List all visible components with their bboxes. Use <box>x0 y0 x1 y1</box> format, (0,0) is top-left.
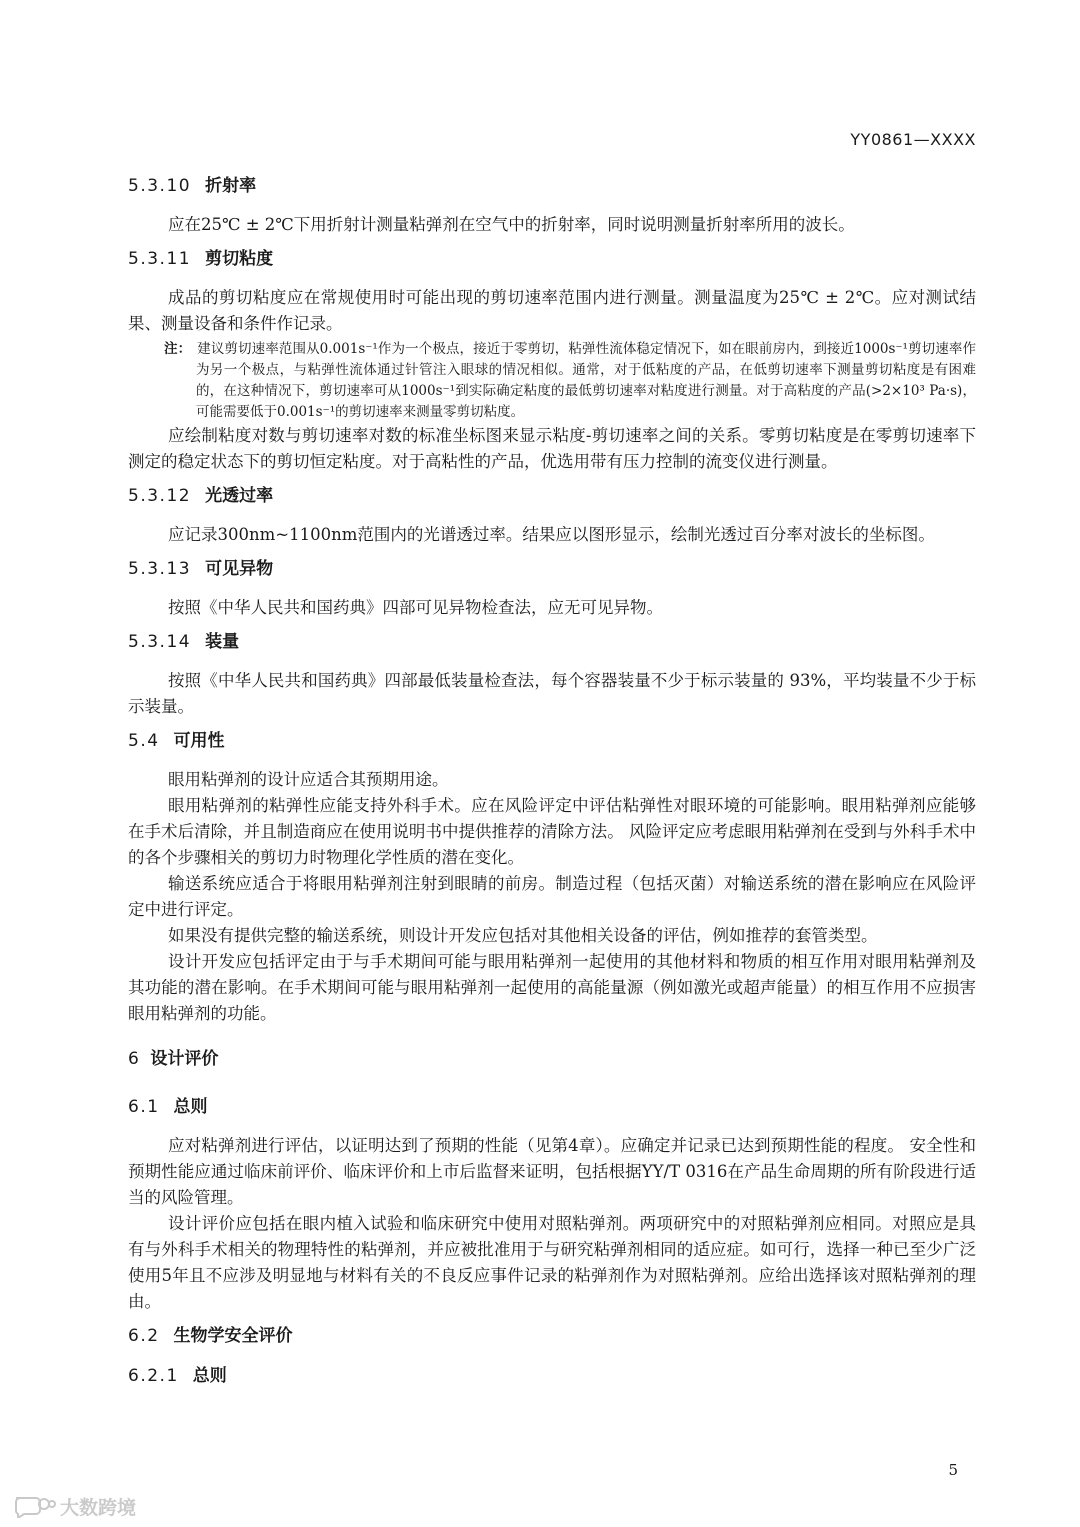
heading-number: 5.4 <box>128 731 160 751</box>
paragraph: 应绘制粘度对数与剪切速率对数的标准坐标图来显示粘度-剪切速率之间的关系。零剪切粘度是在零剪切速率下测定的稳定状态下的剪切恒定粘度。对于高粘性的产品，优选用带有压力控制的流变仪进行测量。 <box>128 426 976 471</box>
heading-6-2-1 <box>128 1364 976 1388</box>
heading-title: 总则 <box>192 1366 227 1386</box>
heading-title: 生物学安全评价 <box>173 1326 293 1346</box>
paragraph: 应记录300nm~1100nm范围内的光谱透过率。结果应以图形显示，绘制光透过百分率对波长的坐标图。 <box>168 525 935 544</box>
note-text: 建议剪切速率范围从0.001s⁻¹作为一个极点，接近于零剪切，粘弹性流体稳定情况下，如在眼前房内，到接近1000s⁻¹剪切速率作为另一个极点，与粘弹性流体通过针管注入眼球的情况相似。通常，对于低粘度的产品，在低剪切速率下测量剪切粘度是有困难的，在这种情况下，剪切速率可从1000s⁻¹到实际确定粘度的最低剪切速率对粘度进行测量。对于高粘度的产品(>2×10³ Pa·s)，可能需要低于0.001s⁻¹的剪切速率来测量零剪切粘度。 <box>196 341 977 420</box>
heading-5-3-13 <box>128 557 976 581</box>
heading-number: 6 <box>128 1049 141 1069</box>
note-label: 注： <box>164 341 192 357</box>
paragraph: 成品的剪切粘度应在常规使用时可能出现的剪切速率范围内进行测量。测量温度为25℃ ± 2℃。应对测试结果、测量设备和条件作记录。 <box>128 288 976 333</box>
paragraph: 设计评价应包括在眼内植入试验和临床研究中使用对照粘弹剂。两项研究中的对照粘弹剂应相同。对照应是具有与外科手术相关的物理特性的粘弹剂，并应被批准用于与研究粘弹剂相同的适应症。如可行，选择一种已至少广泛使用5年且不应涉及明显地与材料有关的不良反应事件记录的粘弹剂作为对照粘弹剂。应给出选择该对照粘弹剂的理由。 <box>128 1214 976 1311</box>
heading-5-4 <box>128 729 976 753</box>
heading-number: 5.3.10 <box>128 176 192 196</box>
heading-number: 5.3.12 <box>128 486 192 506</box>
heading-title: 折射率 <box>205 176 257 196</box>
paragraph: 输送系统应适合于将眼用粘弹剂注射到眼睛的前房。制造过程（包括灭菌）对输送系统的潜在影响应在风险评定中进行评定。 <box>128 874 976 919</box>
paragraph: 按照《中华人民共和国药典》四部可见异物检查法，应无可见异物。 <box>168 598 663 617</box>
heading-title: 光透过率 <box>205 486 274 506</box>
watermark-text: 大数跨境 <box>60 1496 137 1519</box>
heading-number: 6.2.1 <box>128 1366 179 1386</box>
chat-bubble-logo-icon <box>12 1494 56 1518</box>
paragraph: 设计开发应包括评定由于与手术期间可能与眼用粘弹剂一起使用的其他材料和物质的相互作用对眼用粘弹剂及其功能的潜在影响。在手术期间可能与眼用粘弹剂一起使用的高能量源（例如激光或超声能量）的相互作用不应损害眼用粘弹剂的功能。 <box>128 952 976 1023</box>
heading-number: 5.3.14 <box>128 632 192 652</box>
paragraph: 按照《中华人民共和国药典》四部最低装量检查法，每个容器装量不少于标示装量的 93%，平均装量不少于标示装量。 <box>128 671 976 716</box>
page-number: 5 <box>948 1461 958 1479</box>
paragraph: 应在25℃ ± 2℃下用折射计测量粘弹剂在空气中的折射率，同时说明测量折射率所用的波长。 <box>168 215 855 234</box>
heading-number: 6.1 <box>128 1097 160 1117</box>
heading-6-2 <box>128 1324 976 1348</box>
heading-5-3-14 <box>128 630 976 654</box>
heading-title: 设计评价 <box>150 1049 219 1069</box>
heading-6 <box>128 1047 976 1071</box>
heading-number: 6.2 <box>128 1326 160 1346</box>
heading-title: 可用性 <box>173 731 225 751</box>
heading-number: 5.3.13 <box>128 559 192 579</box>
note <box>128 339 976 423</box>
document-code: YY0861—XXXX <box>850 130 976 149</box>
heading-title: 剪切粘度 <box>205 249 274 269</box>
heading-title: 装量 <box>205 632 240 652</box>
page-content <box>128 174 976 1388</box>
heading-title: 可见异物 <box>205 559 274 579</box>
paragraph: 如果没有提供完整的输送系统，则设计开发应包括对其他相关设备的评估，例如推荐的套管类型。 <box>168 926 878 945</box>
heading-5-3-12 <box>128 484 976 508</box>
paragraph: 眼用粘弹剂的粘弹性应能支持外科手术。应在风险评定中评估粘弹性对眼环境的可能影响。眼用粘弹剂应能够在手术后清除，并且制造商应在使用说明书中提供推荐的清除方法。 风险评定应考虑眼用粘弹剂在受到与外科手术中的各个步骤相关的剪切力时物理化学性质的潜在变化。 <box>128 796 976 867</box>
heading-title: 总则 <box>173 1097 208 1117</box>
paragraph: 应对粘弹剂进行评估，以证明达到了预期的性能（见第4章）。应确定并记录已达到预期性能的程度。 安全性和预期性能应通过临床前评价、临床评价和上市后监督来证明，包括根据YY/T 0316在产品生命周期的所有阶段进行适当的风险管理。 <box>128 1136 976 1207</box>
heading-5-3-10 <box>128 174 976 198</box>
watermark <box>12 1493 136 1519</box>
heading-6-1 <box>128 1095 976 1119</box>
heading-5-3-11 <box>128 247 976 271</box>
heading-number: 5.3.11 <box>128 249 192 269</box>
paragraph: 眼用粘弹剂的设计应适合其预期用途。 <box>168 770 449 789</box>
